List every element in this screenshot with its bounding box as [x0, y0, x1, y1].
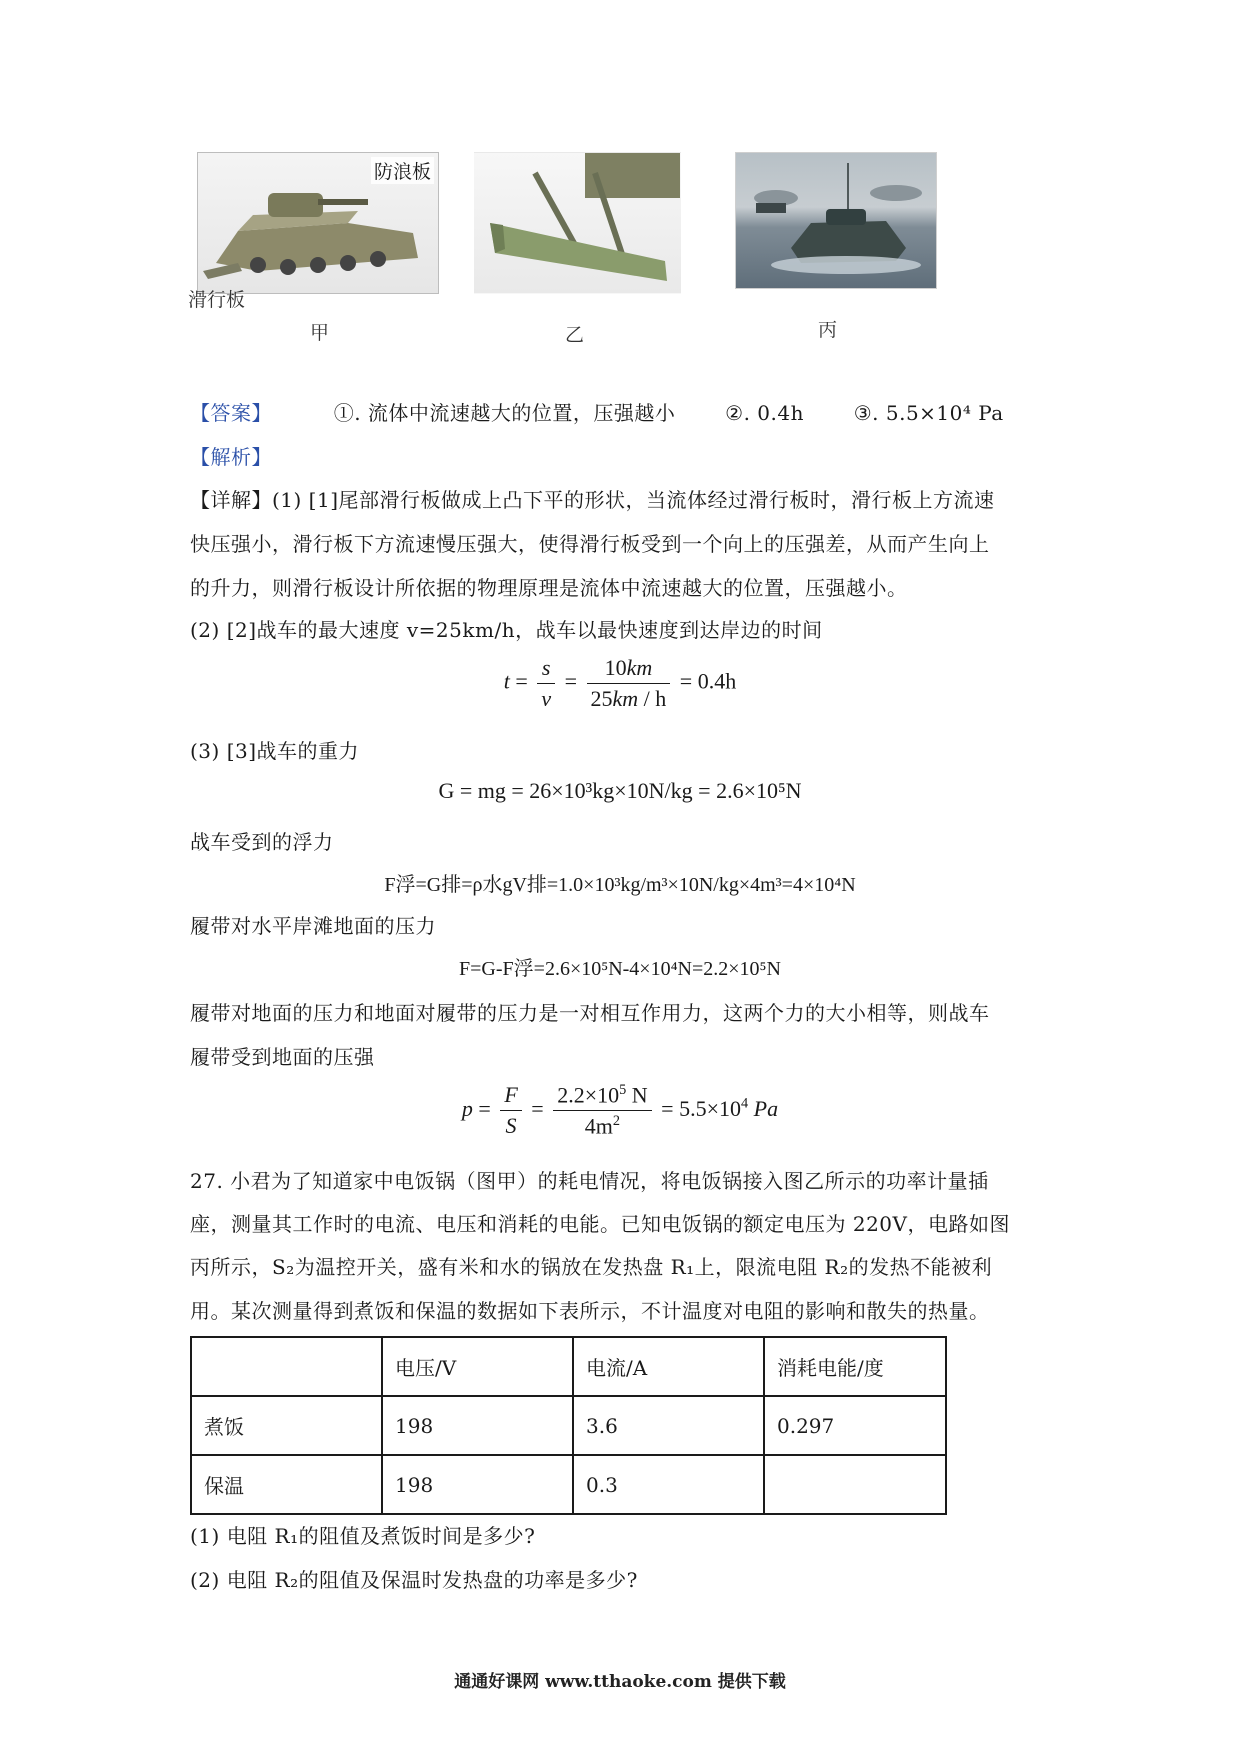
- table-cell: 保温: [191, 1455, 382, 1514]
- detail-line-7: 履带对水平岸滩地面的压力: [190, 914, 436, 938]
- detail-line-1: 【详解】(1) [1]尾部滑行板做成上凸下平的形状，当流体经过滑行板时，滑行板上方流速: [190, 488, 995, 512]
- sub-question-2: (2) 电阻 R₂的阻值及保温时发热盘的功率是多少?: [190, 1568, 638, 1592]
- answer-item-3: ③. 5.5×10⁴ Pa: [853, 401, 1004, 425]
- table-header-row: [191, 1337, 946, 1396]
- figure-yi-photo: [474, 152, 681, 294]
- table-header-cell: 电流/A: [573, 1337, 764, 1396]
- equation-pressure: p = $\frac{F}{S}$ = $\frac{2.2\times 10^5 N}{4m^2}$ = $5.5\times 10^4$ Pa: [461, 1082, 779, 1139]
- equation-pressure-force: F=G-F浮=2.6×10⁵N-4×10⁴N=2.2×10⁵N: [459, 958, 781, 980]
- answer-line: [190, 397, 1004, 426]
- figure-jia-photo: [197, 152, 439, 294]
- figure-label-wave-board: 防浪板: [371, 157, 434, 184]
- equation-gravity: G = mg = 26×10³kg×10N/kg = 2.6×10⁵N: [438, 778, 802, 803]
- detail-line-4: (2) [2]战车的最大速度 v=25km/h，战车以最快速度到达岸边的时间: [190, 618, 823, 642]
- question-27-line-2: 座，测量其工作时的电流、电压和消耗的电能。已知电饭锅的额定电压为 220V，电路如图: [190, 1212, 1010, 1236]
- detail-line-9: 履带受到地面的压强: [190, 1045, 375, 1069]
- figure-bing-photo: [735, 152, 937, 289]
- answer-tag: 【答案】: [190, 401, 272, 425]
- equation-time: t = $\frac{s}{v}$ = $\frac{10km}{25km / h}$ = 0.4h: [503, 655, 737, 711]
- table-cell: 0.297: [764, 1396, 946, 1455]
- page-footer: 通通好课网 www.tthaoke.com 提供下载: [454, 1672, 786, 1692]
- analysis-tag: 【解析】: [190, 445, 272, 469]
- table-cell: 198: [382, 1396, 573, 1455]
- detail-line-5: (3) [3]战车的重力: [190, 739, 360, 763]
- table-row: [191, 1455, 946, 1514]
- figure-bing-caption: 丙: [818, 319, 838, 341]
- answer-item-1: ①. 流体中流速越大的位置，压强越小: [333, 401, 676, 425]
- sub-question-1: (1) 电阻 R₁的阻值及煮饭时间是多少?: [190, 1524, 536, 1548]
- table-header-cell: 消耗电能/度: [764, 1337, 946, 1396]
- detail-line-3: 的升力，则滑行板设计所依据的物理原理是流体中流速越大的位置，压强越小。: [190, 576, 908, 600]
- equation-buoyancy: F浮=G排=ρ水gV排=1.0×10³kg/m³×10N/kg×4m³=4×10⁴N: [384, 874, 856, 896]
- answer-item-2: ②. 0.4h: [725, 401, 804, 425]
- detail-line-2: 快压强小，滑行板下方流速慢压强大，使得滑行板受到一个向上的压强差，从而产生向上: [190, 532, 990, 556]
- figure-jia-caption: 甲: [310, 322, 330, 344]
- detail-line-6: 战车受到的浮力: [190, 830, 334, 854]
- table-cell: 198: [382, 1455, 573, 1514]
- question-27-line-1: 27. 小君为了知道家中电饭锅（图甲）的耗电情况，将电饭锅接入图乙所示的功率计量插: [190, 1169, 989, 1193]
- vehicles-in-water-illustration: [736, 153, 936, 288]
- table-header-cell: 电压/V: [382, 1337, 573, 1396]
- question-27-line-4: 用。某次测量得到煮饭和保温的数据如下表所示，不计温度对电阻的影响和散失的热量。: [190, 1299, 990, 1323]
- detail-line-8: 履带对地面的压力和地面对履带的压力是一对相互作用力，这两个力的大小相等，则战车: [190, 1001, 990, 1025]
- table-header-cell: [191, 1337, 382, 1396]
- figure-yi-caption: 乙: [565, 324, 585, 346]
- table-cell: 3.6: [573, 1396, 764, 1455]
- sliding-board-closeup-illustration: [475, 153, 680, 293]
- figure-label-sliding-board: 滑行板: [188, 289, 246, 311]
- table-cell: 0.3: [573, 1455, 764, 1514]
- question-27-line-3: 丙所示，S₂为温控开关，盛有米和水的锅放在发热盘 R₁上，限流电阻 R₂的发热不能被利: [190, 1255, 993, 1279]
- measurement-table: [190, 1336, 947, 1515]
- table-row: [191, 1396, 946, 1455]
- table-cell: [764, 1455, 946, 1514]
- table-cell: 煮饭: [191, 1396, 382, 1455]
